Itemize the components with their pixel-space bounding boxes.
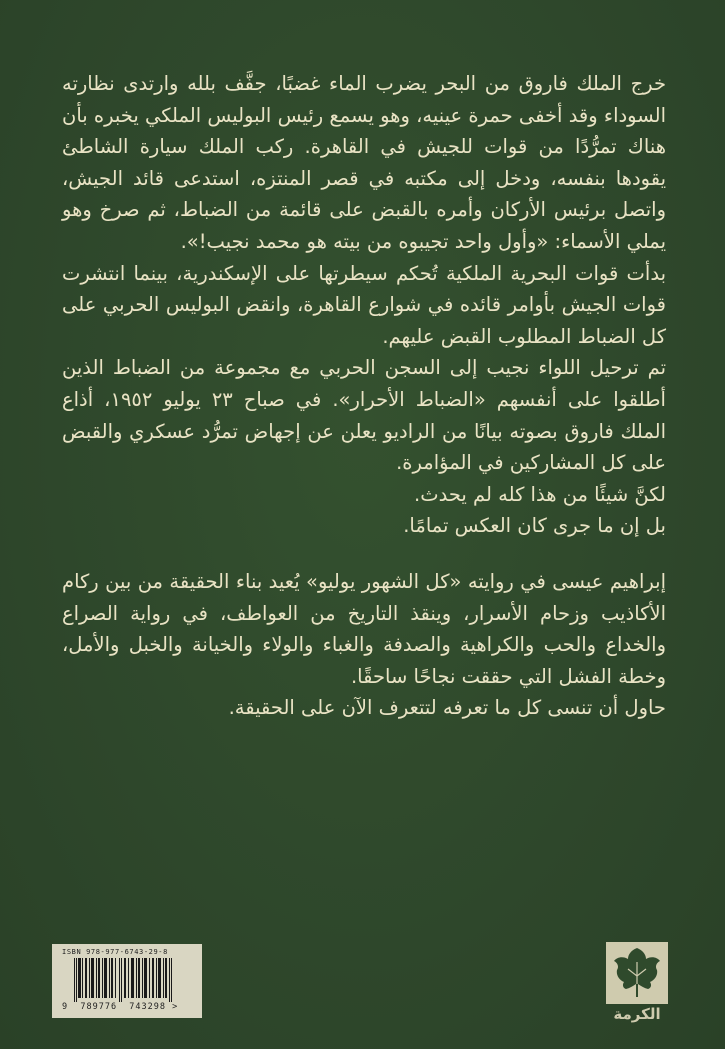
logo-box	[606, 942, 668, 1004]
blurb-paragraph: حاول أن تنسى كل ما تعرفه لتتعرف الآن على الحقيقة.	[228, 696, 666, 720]
blurb-paragraph: تم ترحيل اللواء نجيب إلى السجن الحربي مع مجموعة من الضباط الذين أطلقوا على أنفسهم «الضباط الأحرار». في صباح ٢٣ يوليو ١٩٥٢، أذاع الملك فاروق بصوته بيانًا من الراديو يعلن عن إجهاض تمرُّد عسكري والقبض على كل المشاركين في المؤامرة.	[62, 356, 666, 475]
blurb-paragraph: بدأت قوات البحرية الملكية تُحكم سيطرتها على الإسكندرية، بينما انتشرت قوات الجيش بأوامر قائده في شوارع القاهرة، وانقض البوليس الحربي على كل الضباط المطلوب القبض عليهم.	[62, 261, 666, 348]
grape-leaf-icon	[606, 942, 668, 1004]
blurb-paragraph: بل إن ما جرى كان العكس تمامًا.	[403, 514, 666, 538]
barcode-digits: 9 789776 743298 >	[62, 1002, 179, 1012]
paragraph-spacer	[62, 542, 666, 566]
isbn-label: ISBN 978-977-6743-29-8	[62, 948, 168, 956]
blurb-paragraph: خرج الملك فاروق من البحر يضرب الماء غضبًا، جفَّف بلله وارتدى نظارته السوداء وقد أخفى حمرة عينيه، وهو يسمع رئيس البوليس الملكي يخبره بأن هناك تمرُّدًا من قوات للجيش في القاهرة. ركب الملك سيارة الشاطئ يقودها بنفسه، ودخل إلى مكتبه في قصر المنتزه، استدعى قائد الجيش، واتصل برئيس الأركان وأمره بالقبض على قائمة من الضباط، ثم صرخ وهو يملي الأسماء: «وأول واحد تجيبوه من بيته هو محمد نجيب!».	[62, 72, 666, 253]
isbn-barcode	[52, 944, 202, 1018]
barcode-bars-icon	[74, 958, 174, 1002]
blurb-text	[62, 68, 666, 724]
blurb-paragraph: إبراهيم عيسى في روايته «كل الشهور يوليو» يُعيد بناء الحقيقة من بين ركام الأكاذيب وزحام الأسرار، وينقذ التاريخ من العواطف، في رواية الصراع والخداع والحب والكراهية والصدفة والغباء والولاء والخيانة والخبل والأمل، وخطة الفشل التي حققت نجاحًا ساحقًا.	[62, 569, 666, 688]
publisher-logo	[606, 942, 668, 1026]
publisher-name: الكرمة	[613, 1005, 661, 1023]
blurb-paragraph: لكنَّ شيئًا من هذا كله لم يحدث.	[414, 482, 666, 506]
